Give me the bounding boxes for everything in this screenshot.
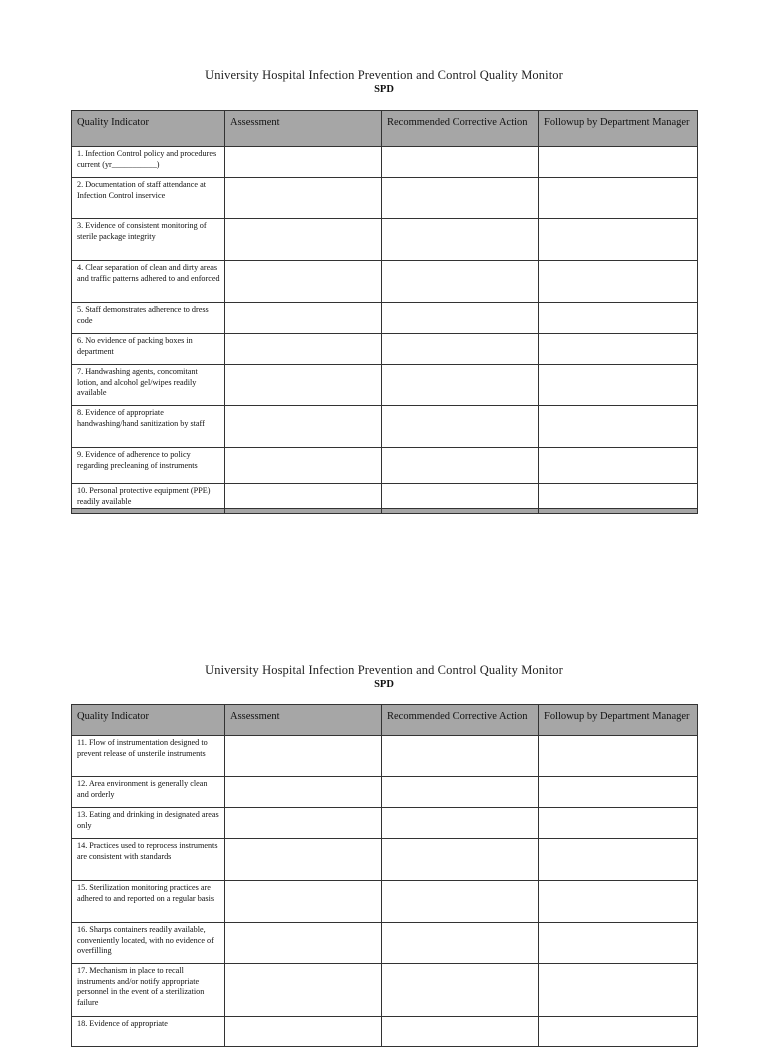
corrective-action-cell[interactable] xyxy=(382,881,539,923)
corrective-action-cell[interactable] xyxy=(382,923,539,964)
corrective-action-cell[interactable] xyxy=(382,777,539,808)
assessment-cell[interactable] xyxy=(225,881,382,923)
indicator-cell: 18. Evidence of appropriate xyxy=(72,1017,225,1047)
followup-cell[interactable] xyxy=(539,964,698,1017)
corrective-action-cell[interactable] xyxy=(382,484,539,509)
footer-cell xyxy=(225,509,382,514)
form-subtitle: SPD xyxy=(374,84,394,95)
indicator-cell: 2. Documentation of staff attendance at Infection Control inservice xyxy=(72,178,225,219)
indicator-cell: 3. Evidence of consistent monitoring of sterile package integrity xyxy=(72,219,225,261)
assessment-cell[interactable] xyxy=(225,178,382,219)
followup-cell[interactable] xyxy=(539,406,698,448)
indicator-cell: 5. Staff demonstrates adherence to dress code xyxy=(72,303,225,334)
assessment-cell[interactable] xyxy=(225,261,382,303)
followup-cell[interactable] xyxy=(539,334,698,365)
footer-cell xyxy=(72,509,225,514)
followup-cell[interactable] xyxy=(539,839,698,881)
quality-monitor-table xyxy=(71,110,698,514)
followup-cell[interactable] xyxy=(539,923,698,964)
table-row xyxy=(72,964,698,1017)
indicator-cell: 8. Evidence of appropriate handwashing/hand sanitization by staff xyxy=(72,406,225,448)
corrective-action-cell[interactable] xyxy=(382,964,539,1017)
assessment-cell[interactable] xyxy=(225,219,382,261)
table-row xyxy=(72,881,698,923)
assessment-cell[interactable] xyxy=(225,964,382,1017)
followup-cell[interactable] xyxy=(539,448,698,484)
followup-cell[interactable] xyxy=(539,178,698,219)
indicator-cell: 9. Evidence of adherence to policy regarding precleaning of instruments xyxy=(72,448,225,484)
table-row xyxy=(72,178,698,219)
table-row xyxy=(72,261,698,303)
indicator-cell: 4. Clear separation of clean and dirty areas and traffic patterns adhered to and enforced xyxy=(72,261,225,303)
header-followup: Followup by Department Manager xyxy=(539,705,698,736)
table-row xyxy=(72,303,698,334)
indicator-cell: 6. No evidence of packing boxes in department xyxy=(72,334,225,365)
indicator-cell: 11. Flow of instrumentation designed to prevent release of unsterile instruments xyxy=(72,736,225,777)
header-assessment: Assessment xyxy=(225,705,382,736)
header-corrective-action: Recommended Corrective Action xyxy=(382,705,539,736)
corrective-action-cell[interactable] xyxy=(382,406,539,448)
header-corrective-action: Recommended Corrective Action xyxy=(382,111,539,147)
corrective-action-cell[interactable] xyxy=(382,261,539,303)
corrective-action-cell[interactable] xyxy=(382,334,539,365)
form-title: University Hospital Infection Prevention and Control Quality Monitor xyxy=(205,68,563,82)
followup-cell[interactable] xyxy=(539,219,698,261)
table-row xyxy=(72,923,698,964)
assessment-cell[interactable] xyxy=(225,777,382,808)
corrective-action-cell[interactable] xyxy=(382,178,539,219)
assessment-cell[interactable] xyxy=(225,406,382,448)
assessment-cell[interactable] xyxy=(225,808,382,839)
indicator-cell: 7. Handwashing agents, concomitant lotion, and alcohol gel/wipes readily available xyxy=(72,365,225,406)
header-assessment: Assessment xyxy=(225,111,382,147)
table-row xyxy=(72,808,698,839)
corrective-action-cell[interactable] xyxy=(382,1017,539,1047)
corrective-action-cell[interactable] xyxy=(382,365,539,406)
followup-cell[interactable] xyxy=(539,1017,698,1047)
corrective-action-cell[interactable] xyxy=(382,808,539,839)
table-row xyxy=(72,484,698,509)
quality-monitor-table xyxy=(71,704,698,1047)
table-footer-row xyxy=(72,509,698,514)
corrective-action-cell[interactable] xyxy=(382,147,539,178)
assessment-cell[interactable] xyxy=(225,303,382,334)
assessment-cell[interactable] xyxy=(225,147,382,178)
assessment-cell[interactable] xyxy=(225,923,382,964)
indicator-cell: 15. Sterilization monitoring practices are adhered to and reported on a regular basis xyxy=(72,881,225,923)
table-row xyxy=(72,334,698,365)
table-row xyxy=(72,406,698,448)
table-row xyxy=(72,839,698,881)
table-row xyxy=(72,448,698,484)
header-followup: Followup by Department Manager xyxy=(539,111,698,147)
footer-cell xyxy=(382,509,539,514)
indicator-cell: 1. Infection Control policy and procedures current (yr___________) xyxy=(72,147,225,178)
indicator-cell: 10. Personal protective equipment (PPE) readily available xyxy=(72,484,225,509)
assessment-cell[interactable] xyxy=(225,334,382,365)
table-row xyxy=(72,147,698,178)
followup-cell[interactable] xyxy=(539,881,698,923)
corrective-action-cell[interactable] xyxy=(382,736,539,777)
table-header-row xyxy=(72,705,698,736)
table-row xyxy=(72,219,698,261)
table-row xyxy=(72,365,698,406)
assessment-cell[interactable] xyxy=(225,1017,382,1047)
assessment-cell[interactable] xyxy=(225,484,382,509)
header-quality-indicator: Quality Indicator xyxy=(72,111,225,147)
table-header-row xyxy=(72,111,698,147)
indicator-cell: 13. Eating and drinking in designated areas only xyxy=(72,808,225,839)
indicator-cell: 14. Practices used to reprocess instruments are consistent with standards xyxy=(72,839,225,881)
table-row xyxy=(72,777,698,808)
form-title: University Hospital Infection Prevention and Control Quality Monitor xyxy=(205,663,563,677)
followup-cell[interactable] xyxy=(539,808,698,839)
form-subtitle: SPD xyxy=(374,679,394,690)
followup-cell[interactable] xyxy=(539,261,698,303)
followup-cell[interactable] xyxy=(539,365,698,406)
assessment-cell[interactable] xyxy=(225,839,382,881)
indicator-cell: 16. Sharps containers readily available, conveniently located, with no evidence of overfilling xyxy=(72,923,225,964)
footer-cell xyxy=(539,509,698,514)
table-row xyxy=(72,1017,698,1047)
indicator-cell: 17. Mechanism in place to recall instruments and/or notify appropriate personnel in the event of a sterilization failure xyxy=(72,964,225,1017)
followup-cell[interactable] xyxy=(539,303,698,334)
followup-cell[interactable] xyxy=(539,147,698,178)
followup-cell[interactable] xyxy=(539,777,698,808)
assessment-cell[interactable] xyxy=(225,736,382,777)
corrective-action-cell[interactable] xyxy=(382,303,539,334)
corrective-action-cell[interactable] xyxy=(382,448,539,484)
indicator-cell: 12. Area environment is generally clean and orderly xyxy=(72,777,225,808)
assessment-cell[interactable] xyxy=(225,448,382,484)
followup-cell[interactable] xyxy=(539,484,698,509)
table-row xyxy=(72,736,698,777)
header-quality-indicator: Quality Indicator xyxy=(72,705,225,736)
assessment-cell[interactable] xyxy=(225,365,382,406)
corrective-action-cell[interactable] xyxy=(382,839,539,881)
followup-cell[interactable] xyxy=(539,736,698,777)
corrective-action-cell[interactable] xyxy=(382,219,539,261)
